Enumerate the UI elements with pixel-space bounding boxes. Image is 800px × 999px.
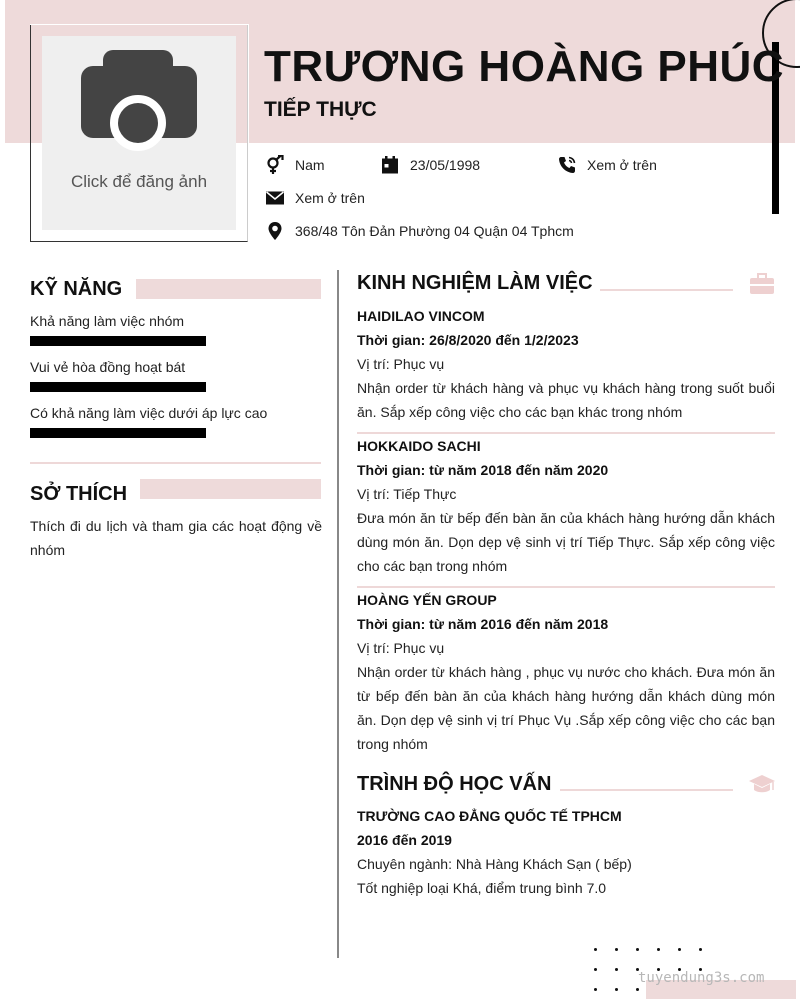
job-role: Vị trí: Phục vụ: [357, 640, 445, 656]
skill-bar: [30, 428, 206, 438]
job-entry: [357, 304, 775, 424]
skill-label: Vui vẻ hòa đồng hoạt bát: [30, 359, 186, 375]
gender-icon: [265, 155, 285, 175]
skill-bar: [30, 336, 206, 346]
job-time: Thời gian: từ năm 2018 đến năm 2020: [357, 462, 609, 478]
education-period: 2016 đến 2019: [357, 832, 452, 848]
job-company: HOKKAIDO SACHI: [357, 438, 481, 454]
info-dob: [380, 155, 480, 175]
info-gender: [265, 155, 325, 175]
info-address: [265, 221, 574, 241]
column-divider: [337, 270, 339, 958]
phone-icon: [557, 155, 577, 175]
calendar-icon: [380, 155, 400, 175]
map-pin-icon: [265, 221, 285, 241]
candidate-name: TRƯƠNG HOÀNG PHÚC: [264, 42, 785, 91]
watermark: tuyendung3s.com: [638, 970, 765, 986]
education-title: TRÌNH ĐỘ HỌC VẤN: [357, 773, 552, 795]
info-phone: [557, 155, 657, 175]
education-entry: [357, 804, 775, 900]
section-divider: [30, 462, 321, 464]
experience-title-line: [600, 289, 733, 291]
briefcase-icon: [748, 272, 776, 296]
hobbies-title-bar: [140, 479, 321, 499]
phone-value: Xem ở trên: [587, 157, 657, 173]
gender-value: Nam: [295, 157, 325, 173]
job-role: Vị trí: Phục vụ: [357, 356, 445, 372]
job-company: HAIDILAO VINCOM: [357, 308, 485, 324]
envelope-icon: [265, 188, 285, 208]
skills-title: KỸ NĂNG: [30, 278, 123, 300]
skill-bar: [30, 382, 206, 392]
job-description: Nhận order từ khách hàng , phục vụ nước cho khách. Đưa món ăn từ bếp đến bàn ăn của khách hàng hướng dẫn khách dùng món ăn. Dọn dẹp vệ sinh vị trí Phục Vụ .Sắp xếp công việc cho các bạn trong nhóm: [357, 664, 775, 752]
skill-label: Có khả năng làm việc dưới áp lực cao: [30, 405, 268, 421]
skill-label: Khả năng làm việc nhóm: [30, 313, 185, 329]
photo-upload[interactable]: [42, 36, 236, 230]
job-description: Nhận order từ khách hàng và phục vụ khách hàng trong suốt buổi ăn. Sắp xếp công việc cho các bạn khác trong nhóm: [357, 380, 775, 420]
skills-title-bar: [136, 279, 321, 299]
job-time: Thời gian: từ năm 2016 đến năm 2018: [357, 616, 609, 632]
hobbies-text: Thích đi du lịch và tham gia các hoạt động về nhóm: [30, 518, 322, 558]
job-role: Vị trí: Tiếp Thực: [357, 486, 457, 502]
photo-upload-label[interactable]: Click để đăng ảnh: [70, 172, 208, 191]
hobbies-title: SỞ THÍCH: [30, 483, 128, 505]
education-grade: Tốt nghiệp loại Khá, điểm trung bình 7.0: [357, 880, 607, 896]
info-email: [265, 188, 365, 208]
job-time: Thời gian: 26/8/2020 đến 1/2/2023: [357, 332, 579, 348]
job-entry: [357, 588, 775, 756]
email-value: Xem ở trên: [295, 190, 365, 206]
education-school: TRƯỜNG CAO ĐẲNG QUỐC TẾ TPHCM: [357, 808, 622, 824]
job-company: HOÀNG YẾN GROUP: [357, 592, 497, 608]
education-title-line: [560, 789, 733, 791]
address-value: 368/48 Tôn Đản Phường 04 Quận 04 Tphcm: [295, 223, 574, 239]
job-entry: [357, 434, 775, 578]
dob-value: 23/05/1998: [410, 157, 481, 173]
candidate-position: TIẾP THỰC: [264, 98, 377, 121]
graduation-cap-icon: [748, 772, 776, 796]
experience-title: KINH NGHIỆM LÀM VIỆC: [357, 272, 593, 294]
education-major: Chuyên ngành: Nhà Hàng Khách Sạn ( bếp): [357, 856, 632, 872]
job-description: Đưa món ăn từ bếp đến bàn ăn của khách hàng hướng dẫn khách dùng món ăn. Dọn dẹp vệ sinh vị trí Tiếp Thực. Sắp xếp công việc cho các bạn trong nhóm: [357, 510, 775, 574]
